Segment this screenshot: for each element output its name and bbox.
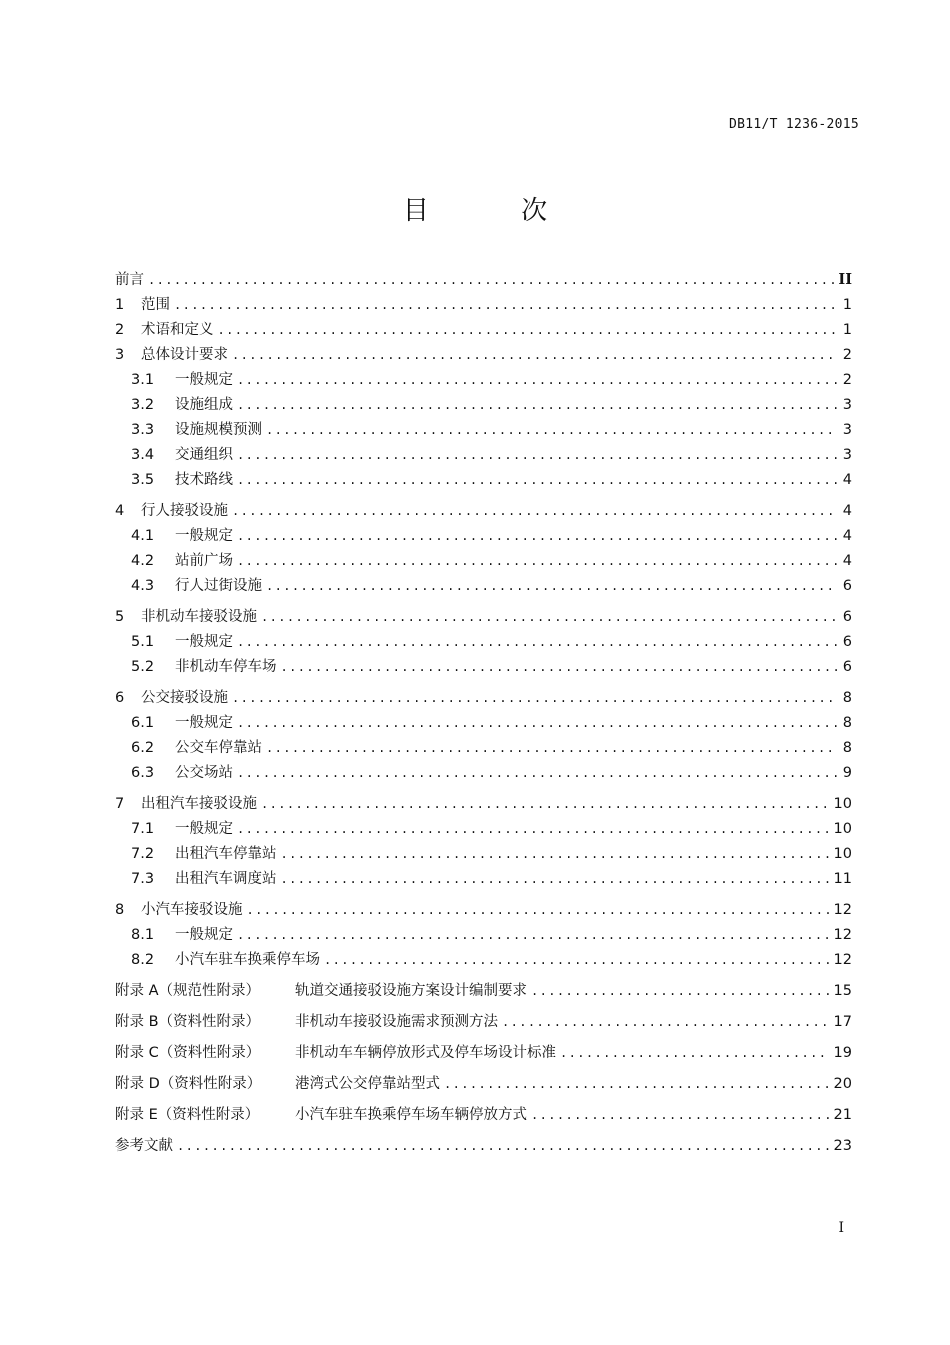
toc-entry-label: 小汽车驻车换乘停车场车辆停放方式 (295, 1107, 527, 1123)
dot-leader (218, 323, 839, 337)
toc-entry-label: 行人接驳设施 (141, 503, 228, 519)
toc-entry[interactable] (115, 736, 852, 761)
toc-entry[interactable] (115, 1103, 852, 1128)
toc-entry-page: 17 (833, 1014, 852, 1030)
toc-entry-page: 4 (842, 553, 852, 569)
toc-entry-page: 2 (842, 372, 852, 388)
toc-entry-label: 非机动车车辆停放形式及停车场设计标准 (295, 1045, 556, 1061)
dot-leader (148, 273, 834, 287)
toc-entry[interactable] (115, 393, 852, 418)
toc-entry-label: 出租汽车停靠站 (175, 846, 277, 862)
toc-entry-page: 6 (842, 659, 852, 675)
toc-entry-number: 3.5 (131, 472, 155, 488)
toc-entry[interactable] (115, 761, 852, 786)
toc-entry-label: 前言 (115, 272, 144, 288)
toc-entry-number: 4 (115, 503, 125, 519)
toc-entry-page: 10 (833, 846, 852, 862)
toc-entry-label: 港湾式公交停靠站型式 (295, 1076, 440, 1092)
toc-entry[interactable] (115, 1010, 852, 1035)
toc-entry-number: 1 (115, 297, 125, 313)
toc-entry-page: 8 (842, 715, 852, 731)
toc-entry-number: 6 (115, 690, 125, 706)
toc-entry-page: 12 (833, 902, 852, 918)
toc-entry-page: 1 (842, 297, 852, 313)
toc-entry-page: 8 (842, 740, 852, 756)
toc-entry-label: 一般规定 (175, 634, 233, 650)
toc-entry[interactable] (115, 923, 852, 948)
toc-entry-number: 3.4 (131, 447, 155, 463)
toc-entry[interactable] (115, 867, 852, 892)
dot-leader (237, 529, 838, 543)
toc-entry-page: 11 (833, 871, 852, 887)
toc-entry-label: 轨道交通接驳设施方案设计编制要求 (295, 983, 527, 999)
toc-entry[interactable] (115, 574, 852, 599)
toc-entry-page: 4 (842, 472, 852, 488)
toc-entry-label: 一般规定 (175, 372, 233, 388)
dot-leader (247, 903, 830, 917)
toc-entry-page: 15 (833, 983, 852, 999)
toc-entry[interactable] (115, 817, 852, 842)
toc-entry[interactable] (115, 468, 852, 493)
toc-entry[interactable] (115, 979, 852, 1004)
toc-entry-label: 公交车停靠站 (175, 740, 262, 756)
dot-leader (237, 554, 838, 568)
toc-entry-number: 附录 C（资料性附录） (115, 1045, 261, 1061)
dot-leader (232, 348, 838, 362)
toc-entry-number: 7.3 (131, 871, 155, 887)
toc-entry-number: 附录 A（规范性附录） (115, 983, 261, 999)
dot-leader (261, 610, 838, 624)
toc-entry-number: 7.2 (131, 846, 155, 862)
toc-entry-label: 设施组成 (175, 397, 233, 413)
toc-entry[interactable] (115, 268, 852, 293)
toc-entry-label: 公交场站 (175, 765, 233, 781)
toc-entry[interactable] (115, 293, 852, 318)
toc-entry-page: II (838, 271, 852, 288)
toc-entry-page: 12 (833, 927, 852, 943)
toc-entry[interactable] (115, 318, 852, 343)
toc-entry-label: 一般规定 (175, 821, 233, 837)
dot-leader (237, 928, 830, 942)
toc-entry-page: 10 (833, 821, 852, 837)
toc-entry-number: 8 (115, 902, 125, 918)
dot-leader (237, 448, 838, 462)
toc-entry[interactable] (115, 655, 852, 680)
toc-entry-label: 行人过街设施 (175, 578, 262, 594)
toc-entry-page: 12 (833, 952, 852, 968)
toc-entry[interactable] (115, 443, 852, 468)
toc-entry[interactable] (115, 418, 852, 443)
toc-entry-label: 一般规定 (175, 715, 233, 731)
dot-leader (174, 298, 838, 312)
toc-entry[interactable] (115, 499, 852, 524)
toc-entry-number: 3.3 (131, 422, 155, 438)
toc-entry-label: 非机动车接驳设施需求预测方法 (295, 1014, 498, 1030)
toc-entry[interactable] (115, 630, 852, 655)
toc-entry-number: 3.2 (131, 397, 155, 413)
toc-entry-page: 23 (833, 1138, 852, 1154)
toc-entry-number: 5.2 (131, 659, 155, 675)
toc-entry-page: 4 (842, 503, 852, 519)
toc-entry-number: 4.1 (131, 528, 155, 544)
toc-entry-number: 8.2 (131, 952, 155, 968)
dot-leader (237, 373, 838, 387)
toc-entry-number: 5.1 (131, 634, 155, 650)
toc-entry-number: 4.3 (131, 578, 155, 594)
toc-entry-page: 1 (842, 322, 852, 338)
toc-entry-number: 3.1 (131, 372, 155, 388)
toc-entry-number: 附录 D（资料性附录） (115, 1076, 262, 1092)
toc-entry-page: 19 (833, 1045, 852, 1061)
toc-entry-number: 6.2 (131, 740, 155, 756)
toc-entry-number: 3 (115, 347, 125, 363)
dot-leader (237, 766, 838, 780)
dot-leader (232, 504, 838, 518)
toc-entry-label: 出租汽车接驳设施 (141, 796, 257, 812)
dot-leader (237, 635, 838, 649)
dot-leader (237, 473, 838, 487)
toc-entry-label: 一般规定 (175, 927, 233, 943)
toc-entry-label: 参考文献 (115, 1138, 173, 1154)
toc-entry-page: 20 (833, 1076, 852, 1092)
dot-leader (261, 797, 830, 811)
toc-entry-page: 6 (842, 609, 852, 625)
toc-entry[interactable] (115, 605, 852, 630)
toc-entry-label: 非机动车停车场 (175, 659, 277, 675)
page-title: 目 次 (402, 196, 590, 226)
document-code: DB11/T 1236-2015 (728, 117, 859, 132)
toc-entry-page: 4 (842, 528, 852, 544)
toc-entry[interactable] (115, 842, 852, 867)
toc-entry-label: 小汽车接驳设施 (141, 902, 243, 918)
toc-entry-page: 3 (842, 447, 852, 463)
dot-leader (266, 579, 838, 593)
toc-entry-page: 10 (833, 796, 852, 812)
toc-entry[interactable] (115, 792, 852, 817)
dot-leader (237, 398, 838, 412)
toc-entry-number: 2 (115, 322, 125, 338)
toc-entry-label: 设施规模预测 (175, 422, 262, 438)
toc-entry-page: 8 (842, 690, 852, 706)
page-number: I (838, 1220, 844, 1236)
toc-entry-label: 交通组织 (175, 447, 233, 463)
toc-entry-label: 小汽车驻车换乘停车场 (175, 952, 320, 968)
toc-entry[interactable] (115, 1134, 852, 1159)
toc-entry-number: 附录 B（资料性附录） (115, 1014, 261, 1030)
dot-leader (281, 872, 830, 886)
dot-leader (232, 691, 838, 705)
toc-entry[interactable] (115, 1072, 852, 1097)
toc-entry[interactable] (115, 1041, 852, 1066)
toc-entry-label: 非机动车接驳设施 (141, 609, 257, 625)
toc-entry-page: 21 (833, 1107, 852, 1123)
toc-entry-label: 术语和定义 (141, 322, 214, 338)
toc-entry[interactable] (115, 524, 852, 549)
toc-entry-page: 3 (842, 422, 852, 438)
dot-leader (237, 822, 830, 836)
toc-entry-page: 3 (842, 397, 852, 413)
toc-entry-page: 6 (842, 634, 852, 650)
toc-entry[interactable] (115, 898, 852, 923)
dot-leader (324, 953, 830, 967)
dot-leader (531, 984, 830, 998)
toc-entry-number: 7 (115, 796, 125, 812)
toc-entry[interactable] (115, 549, 852, 574)
toc-entry[interactable] (115, 368, 852, 393)
toc-entry-page: 2 (842, 347, 852, 363)
toc-entry[interactable] (115, 711, 852, 736)
toc-entry-label: 站前广场 (175, 553, 233, 569)
toc-entry-number: 6.1 (131, 715, 155, 731)
toc-entry-label: 出租汽车调度站 (175, 871, 277, 887)
dot-leader (444, 1077, 830, 1091)
dot-leader (177, 1139, 830, 1153)
dot-leader (531, 1108, 830, 1122)
toc-entry[interactable] (115, 948, 852, 973)
dot-leader (266, 741, 838, 755)
dot-leader (560, 1046, 830, 1060)
dot-leader (237, 716, 838, 730)
dot-leader (281, 847, 830, 861)
toc-entry-number: 7.1 (131, 821, 155, 837)
toc-entry[interactable] (115, 686, 852, 711)
toc-entry[interactable] (115, 343, 852, 368)
dot-leader (266, 423, 838, 437)
toc-entry-number: 6.3 (131, 765, 155, 781)
toc-entry-label: 公交接驳设施 (141, 690, 228, 706)
toc-entry-number: 5 (115, 609, 125, 625)
toc-entry-label: 范围 (141, 297, 170, 313)
table-of-contents (115, 268, 852, 1159)
toc-entry-number: 4.2 (131, 553, 155, 569)
toc-entry-page: 6 (842, 578, 852, 594)
toc-entry-page: 9 (842, 765, 852, 781)
toc-entry-label: 一般规定 (175, 528, 233, 544)
dot-leader (281, 660, 839, 674)
toc-entry-label: 技术路线 (175, 472, 233, 488)
toc-entry-number: 附录 E（资料性附录） (115, 1107, 260, 1123)
toc-entry-label: 总体设计要求 (141, 347, 228, 363)
dot-leader (502, 1015, 830, 1029)
toc-entry-number: 8.1 (131, 927, 155, 943)
